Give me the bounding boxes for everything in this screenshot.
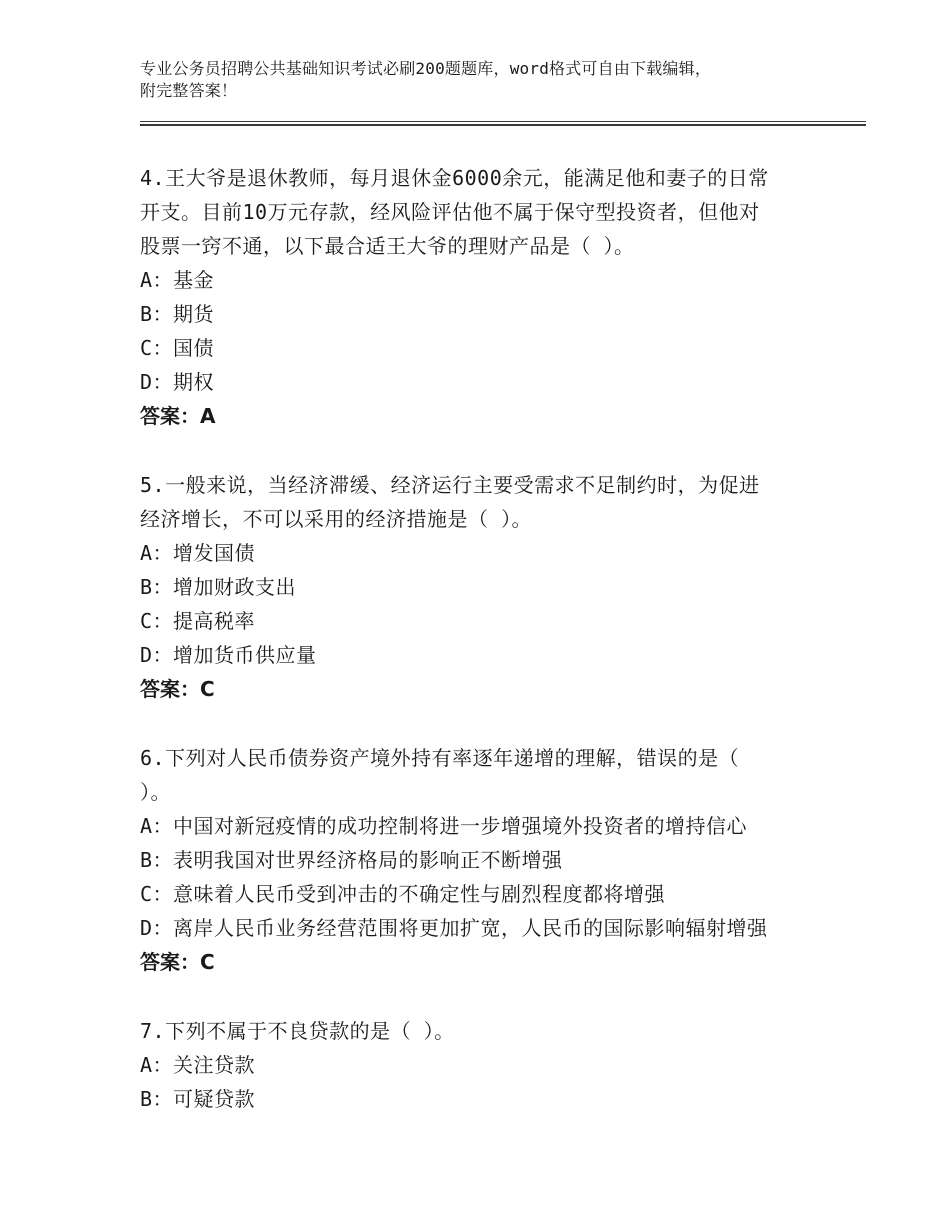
- header-rule-thick: [140, 124, 866, 126]
- option-c: C：意味着人民币受到冲击的不确定性与剧烈程度都将增强: [140, 882, 666, 906]
- option-c: C：提高税率: [140, 609, 256, 633]
- option-a: A：关注贷款: [140, 1053, 256, 1077]
- option-b: B：期货: [140, 302, 215, 326]
- question-text: 经济增长，不可以采用的经济措施是（ ）。: [140, 507, 533, 531]
- header-rule-thin-top: [140, 121, 866, 122]
- question-text: 5.一般来说，当经济滞缓、经济运行主要受需求不足制约时，为促进: [140, 473, 760, 497]
- option-a: A：中国对新冠疫情的成功控制将进一步增强境外投资者的增持信心: [140, 814, 748, 838]
- option-d: D：增加货币供应量: [140, 643, 317, 667]
- question-5: [140, 468, 840, 706]
- option-a: A：增发国债: [140, 541, 256, 565]
- question-text: 开支。目前10万元存款，经风险评估他不属于保守型投资者，但他对: [140, 200, 760, 224]
- question-text: 股票一窍不通，以下最合适王大爷的理财产品是（ ）。: [140, 234, 635, 258]
- question-7: [140, 1014, 840, 1116]
- question-6: [140, 741, 840, 979]
- question-4: [140, 161, 840, 433]
- option-d: D：期权: [140, 370, 215, 394]
- document-header: [140, 58, 830, 102]
- question-text: 4.王大爷是退休教师，每月退休金6000余元，能满足他和妻子的日常: [140, 166, 769, 190]
- answer: 答案：A: [140, 404, 216, 428]
- option-c: C：国债: [140, 336, 215, 360]
- answer: 答案：C: [140, 677, 215, 701]
- answer: 答案：C: [140, 950, 215, 974]
- question-text: 6.下列对人民币债券资产境外持有率逐年递增的理解，错误的是（: [140, 746, 740, 770]
- question-text: 7.下列不属于不良贷款的是（ ）。: [140, 1019, 455, 1043]
- question-text: ）。: [140, 780, 171, 804]
- header-line-2: 附完整答案！: [140, 81, 238, 100]
- option-b: B：可疑贷款: [140, 1087, 256, 1111]
- option-b: B：表明我国对世界经济格局的影响正不断增强: [140, 848, 563, 872]
- header-line-1: 专业公务员招聘公共基础知识考试必刷200题题库，word格式可自由下载编辑，: [140, 59, 712, 78]
- option-d: D：离岸人民币业务经营范围将更加扩宽，人民币的国际影响辐射增强: [140, 916, 768, 940]
- option-b: B：增加财政支出: [140, 575, 297, 599]
- option-a: A：基金: [140, 268, 215, 292]
